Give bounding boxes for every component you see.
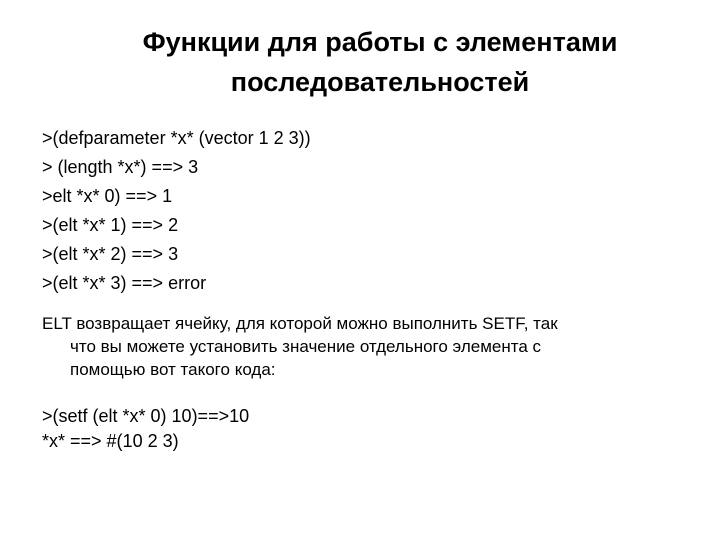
explanation-paragraph — [42, 312, 687, 381]
code-line: >elt *x* 0) ==> 1 — [42, 186, 173, 206]
slide-title-line-1: Функции для работы с элементами — [142, 27, 618, 57]
code-line: >(elt *x* 2) ==> 3 — [42, 244, 179, 264]
paragraph-line: что вы можете установить значение отдельного элемента с — [70, 337, 542, 356]
code-line: >(setf (elt *x* 0) 10)==>10 — [42, 406, 250, 426]
code-line: >(elt *x* 1) ==> 2 — [42, 215, 179, 235]
code-line: >(elt *x* 3) ==> error — [42, 273, 207, 293]
code-line: *x* ==> #(10 2 3) — [42, 431, 179, 451]
paragraph-line: помощью вот такого кода: — [70, 360, 276, 379]
slide-title — [40, 22, 720, 102]
paragraph-line: ELT возвращает ячейку, для которой можно выполнить SETF, так — [42, 314, 558, 333]
slide-title-line-2: последовательностей — [230, 67, 530, 97]
code-line: > (length *x*) ==> 3 — [42, 157, 199, 177]
code-line: >(defparameter *x* (vector 1 2 3)) — [42, 128, 311, 148]
setf-example-block — [42, 404, 249, 454]
code-example-block — [42, 124, 311, 298]
